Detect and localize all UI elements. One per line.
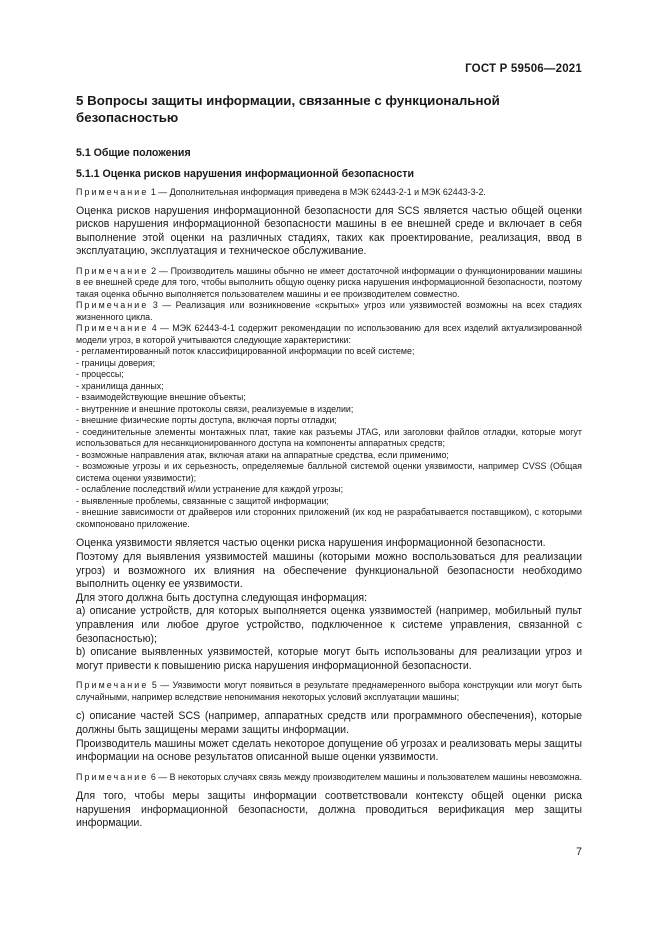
note-5 <box>76 680 582 703</box>
note-label: Примечание <box>76 265 149 276</box>
list-item: - регламентированный поток классифицированной информации по всей системе; <box>76 346 415 357</box>
paragraph: Оценка рисков нарушения информационной безопасности для SCS является частью общей оценки рисков нарушения информационной безопасности машины в ее внешней среде и включает в себя выполнение этой оценки на различных стадиях, таких как проектирование, реализация, ввод в эксплуатацию, эксплуатация и техническое обслуживание. <box>76 204 582 258</box>
paragraph: b) описание выявленных уязвимостей, которые могут быть использованы для реализации угроз и могут привести к повышению риска нарушения информационной безопасности. <box>76 646 582 672</box>
subsubsection-title: 5.1.1 Оценка рисков нарушения информационной безопасности <box>76 168 414 180</box>
note-text: 4 — МЭК 62443-4-1 содержит рекомендации по использованию для всех изделий актуализированной модели угроз, в которой учитываются следующие характеристики: <box>76 323 582 345</box>
note-6 <box>76 772 582 784</box>
list-item: - соединительные элементы монтажных плат, такие как разъемы JTAG, или заголовки файлов отладки, которые могут использоваться для несанкционированного доступа на компоненты аппаратных средств; <box>76 426 582 449</box>
list-item: - выявленные проблемы, связанные с защитой информации; <box>76 495 329 506</box>
note-text: 3 — Реализация или возникновение «скрытых» угроз или уязвимостей возможны на всех стадиях жизненного цикла. <box>76 300 582 322</box>
note-text: 6 — В некоторых случаях связь между производителем машины и пользователем машины невозможна. <box>150 771 583 782</box>
paragraph: c) описание частей SCS (например, аппаратных средств или программного обеспечения), которые должны быть защищены мерами защиты информации. <box>76 710 582 736</box>
subsection-title: 5.1 Общие положения <box>76 147 191 159</box>
list-item: - хранилища данных; <box>76 380 164 391</box>
note-4 <box>76 323 582 346</box>
list-item: - ослабление последствий и/или устранение для каждой угрозы; <box>76 484 344 495</box>
note-label: Примечание <box>76 187 149 197</box>
list-item: - возможные угрозы и их серьезность, определяемые балльной системой оценки уязвимости, например CVSS (Общая система оценки уязвимости); <box>76 461 582 483</box>
note-text: 2 — Производитель машины обычно не имеет достаточной информации о функционировании машины в ее внешней среде для того, чтобы выполнить общую оценку риска нарушения информационной безопасности, поэтому такая оценка обычно выполняется пользователем машины и ее производителем совместно. <box>76 265 582 299</box>
page-number: 7 <box>576 846 582 858</box>
list-item: - внешние зависимости от драйверов или сторонних приложений (их код не разрабатывается поставщиком), с которыми скомпоновано приложение. <box>76 507 582 529</box>
list-item: - взаимодействующие внешние объекты; <box>76 392 246 403</box>
list-item: - возможные направления атак, включая атаки на аппаратные средства, если применимо; <box>76 449 449 460</box>
list-item: - внутренние и внешние протоколы связи, реализуемые в изделии; <box>76 403 354 414</box>
paragraph: Производитель машины может сделать некоторое допущение об угрозах и реализовать меры защиты информации на основе результатов описанной выше оценки уязвимости. <box>76 737 582 764</box>
note-2 <box>76 266 582 301</box>
paragraph: Для того, чтобы меры защиты информации соответствовали контексту общей оценки риска нарушения информационной безопасности, должна проводиться верификация мер защиты информации. <box>76 790 582 830</box>
list-item: - процессы; <box>76 369 124 380</box>
section-title: 5 Вопросы защиты информации, связанные с функциональной безопасностью <box>76 93 500 125</box>
note-1 <box>76 187 582 199</box>
document-code: ГОСТ Р 59506—2021 <box>465 63 582 75</box>
paragraph: a) описание устройств, для которых выполняется оценка уязвимостей (например, мобильный пульт управления или любое другое устройство, подключенное к системе управления, связанной с безопасностью); <box>76 605 582 645</box>
note-label: Примечание <box>76 680 149 691</box>
page-content <box>76 92 582 831</box>
note-text: 1 — Дополнительная информация приведена в МЭК 62443-2-1 и МЭК 62443-3-2. <box>150 187 486 197</box>
paragraph: Поэтому для выявления уязвимостей машины (которыми можно воспользоваться для реализации угроз) и возможного их влияния на обеспечение функциональной безопасности необходимо выполнить оценку ее уязвимости. <box>76 550 582 591</box>
list-item: - внешние физические порты доступа, включая порты отладки; <box>76 415 337 426</box>
paragraph: Для этого должна быть доступна следующая информация: <box>76 591 368 604</box>
list-item: - границы доверия; <box>76 357 156 368</box>
note-3 <box>76 300 582 323</box>
note-label: Примечание <box>76 323 149 334</box>
note-label: Примечание <box>76 300 149 311</box>
paragraph: Оценка уязвимости является частью оценки риска нарушения информационной безопасности. <box>76 537 546 550</box>
note-text: 5 — Уязвимости могут появиться в результате преднамеренного выбора конструкции или могут быть случайными, например вследствие непонимания некоторых условий эксплуатации машины; <box>76 680 582 702</box>
characteristics-list <box>76 346 582 530</box>
note-label: Примечание <box>76 771 149 782</box>
